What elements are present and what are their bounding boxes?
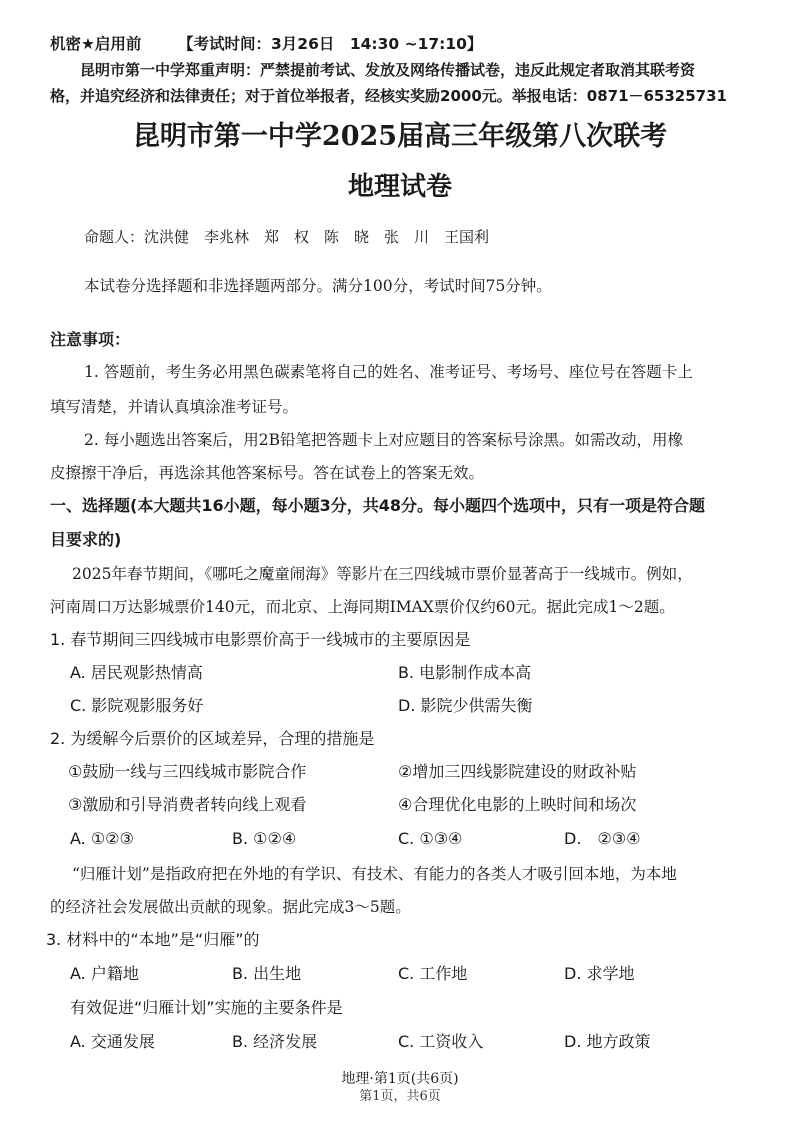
section-heading-line-2: 目要求的) bbox=[50, 530, 122, 549]
question-2-stem: 2. 为缓解今后票价的区域差异，合理的措施是 bbox=[50, 729, 375, 748]
question-4-option-b[interactable]: B. 经济发展 bbox=[232, 1032, 318, 1051]
notice-line-1: 昆明市第一中学郑重声明：严禁提前考试、发放及网络传播试卷，违反此规定者取消其联考资 bbox=[80, 61, 696, 79]
exam-title: 昆明市第一中学2025届高三年级第八次联考 bbox=[132, 121, 668, 152]
passage-2-line-1: “归雁计划”是指政府把在外地的有学识、有技术、有能力的各类人才吸引回本地，为本地 bbox=[72, 865, 677, 883]
question-2-option-b[interactable]: B. ①②④ bbox=[232, 829, 297, 848]
question-1-option-d[interactable]: D. 影院少供需失衡 bbox=[398, 696, 533, 715]
subject-title: 地理试卷 bbox=[347, 172, 452, 202]
note-1-line-2: 填写清楚，并请认真填涂准考证号。 bbox=[50, 398, 299, 416]
question-2-option-a[interactable]: A. ①②③ bbox=[70, 829, 134, 848]
passage-1-line-1: 2025年春节期间，《哪吒之魔童闹海》等影片在三四线城市票价显著高于一线城市。例如， bbox=[72, 565, 693, 583]
passage-2-line-2: 的经济社会发展做出贡献的现象。据此完成3～5题。 bbox=[50, 898, 411, 916]
question-1-option-c[interactable]: C. 影院观影服务好 bbox=[70, 696, 204, 715]
question-2-statement-2: ②增加三四线影院建设的财政补贴 bbox=[398, 762, 637, 781]
question-2-statement-3: ③激励和引导消费者转向线上观看 bbox=[68, 795, 307, 814]
question-2-statement-1: ①鼓励一线与三四线城市影院合作 bbox=[68, 762, 307, 781]
question-2-option-c[interactable]: C. ①③④ bbox=[398, 829, 463, 848]
question-4-option-c[interactable]: C. 工资收入 bbox=[398, 1032, 484, 1051]
question-3-option-b[interactable]: B. 出生地 bbox=[232, 964, 302, 983]
question-3-option-a[interactable]: A. 户籍地 bbox=[70, 964, 139, 983]
question-3-option-c[interactable]: C. 工作地 bbox=[398, 964, 468, 983]
question-3-stem: 3. 材料中的“本地”是“归雁”的 bbox=[46, 930, 260, 949]
question-4-option-a[interactable]: A. 交通发展 bbox=[70, 1032, 155, 1051]
confidential-label: 机密★启用前 bbox=[50, 35, 142, 53]
notice-line-2: 格，并追究经济和法律责任；对于首位举报者，经核实奖励2000元。举报电话：0871－65325731 bbox=[50, 87, 727, 105]
question-4-stem: 有效促进“归雁计划”实施的主要条件是 bbox=[70, 998, 343, 1017]
section-heading-line-1: 一、选择题(本大题共16小题，每小题3分，共48分。每小题四个选项中，只有一项是符合题 bbox=[50, 496, 705, 515]
note-2-line-2: 皮擦擦干净后，再选涂其他答案标号。答在试卷上的答案无效。 bbox=[50, 464, 485, 482]
question-1-stem: 1. 春节期间三四线城市电影票价高于一线城市的主要原因是 bbox=[50, 630, 471, 649]
authors: 命题人：沈洪健 李兆林 郑 权 陈 晓 张 川 王国利 bbox=[84, 228, 490, 246]
question-2-statement-4: ④合理优化电影的上映时间和场次 bbox=[398, 795, 637, 814]
note-1-line-1: 1. 答题前，考生务必用黑色碳素笔将自己的姓名、准考证号、考场号、座位号在答题卡上 bbox=[84, 363, 693, 381]
question-1-option-a[interactable]: A. 居民观影热情高 bbox=[70, 663, 203, 682]
page-footer-label: 地理·第1页(共6页) bbox=[341, 1071, 459, 1087]
passage-1-line-2: 河南周口万达影城票价140元，而北京、上海同期IMAX票价仅约60元。据此完成1～2题。 bbox=[50, 598, 675, 616]
question-1-option-b[interactable]: B. 电影制作成本高 bbox=[398, 663, 532, 682]
question-3-option-d[interactable]: D. 求学地 bbox=[564, 964, 635, 983]
question-4-option-d[interactable]: D. 地方政策 bbox=[564, 1032, 651, 1051]
question-2-option-d[interactable]: D. ②③④ bbox=[564, 829, 641, 848]
page-counter: 第1页，共6页 bbox=[359, 1089, 441, 1104]
exam-time: 【考试时间：3月26日 14:30 ~17:10】 bbox=[178, 35, 483, 53]
notes-heading: 注意事项： bbox=[50, 330, 131, 349]
exam-intro: 本试卷分选择题和非选择题两部分。满分100分，考试时间75分钟。 bbox=[84, 277, 552, 295]
note-2-line-1: 2. 每小题选出答案后，用2B铅笔把答题卡上对应题目的答案标号涂黑。如需改动，用橡 bbox=[84, 431, 683, 449]
